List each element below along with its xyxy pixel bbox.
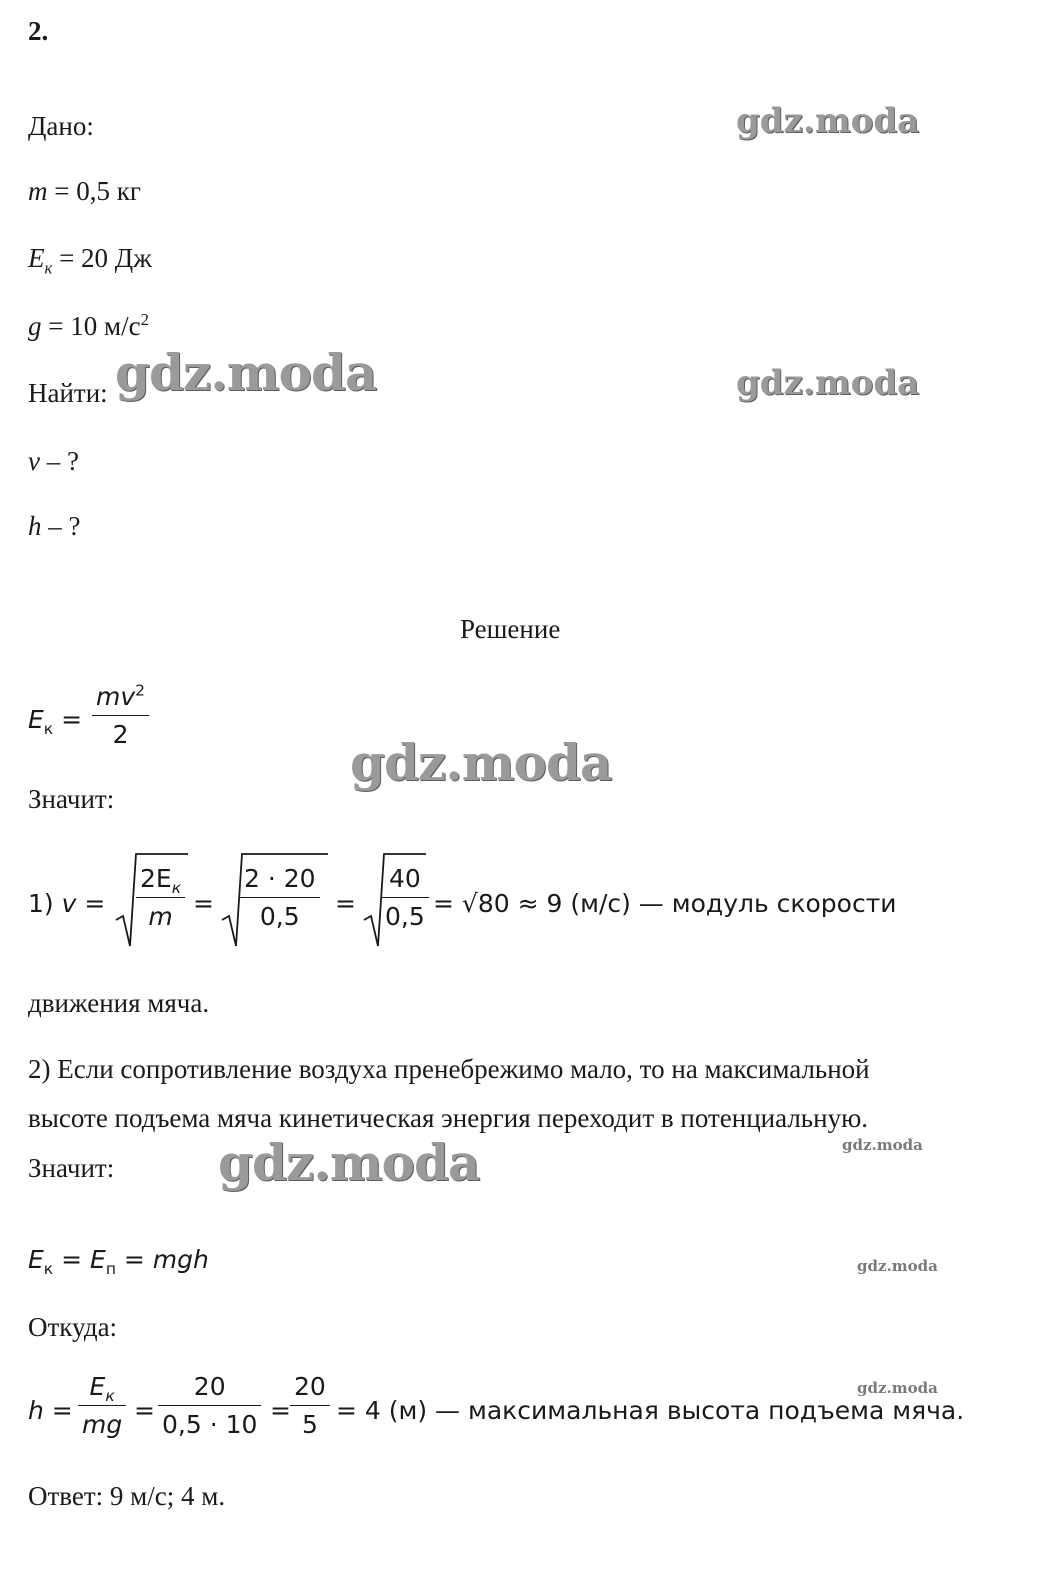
formula1-denominator: 2: [92, 715, 149, 749]
formula1-numerator: mv: [96, 682, 136, 711]
mass-symbol: m: [28, 176, 48, 206]
find-h: [28, 513, 80, 540]
step1-equals-2: =: [193, 889, 214, 918]
given-energy: [28, 243, 152, 278]
h-symbol: h: [28, 511, 42, 541]
h-f2-den: 0,5 · 10: [158, 1405, 261, 1439]
step1-fraction-1: [136, 864, 185, 931]
formula1-numerator-sup: 2: [135, 681, 146, 700]
step1-f1-den: m: [136, 897, 185, 931]
step1-continuation: движения мяча.: [28, 988, 210, 1018]
h-fraction-1: [78, 1372, 126, 1439]
h-formula-equals: =: [43, 1396, 73, 1425]
energy-value: = 20 Дж: [52, 243, 152, 273]
h-f1-num: E: [89, 1372, 106, 1401]
step1-f1-num: 2E: [140, 864, 172, 893]
formula1-equals: =: [53, 705, 83, 734]
formula1-lhs-subscript: к: [43, 720, 54, 738]
given-heading: Дано:: [28, 111, 94, 141]
energy-eq-a: E: [28, 1245, 44, 1274]
step1-result: = √80 ≈ 9 (м/с) — модуль скорости: [433, 889, 897, 918]
step1-var: v: [61, 889, 77, 918]
h-f1-den: mg: [78, 1405, 126, 1439]
step2-line-1: 2) Если сопротивление воздуха пренебрежимо мало, то на максимальной: [28, 1054, 870, 1084]
energy-subscript: к: [44, 258, 53, 278]
watermark: gdz.moda: [115, 343, 377, 402]
problem-number: 2.: [28, 16, 49, 46]
watermark: gdz.moda: [218, 1133, 480, 1192]
formula1-lhs-symbol: E: [28, 705, 44, 734]
watermark: gdz.moda: [736, 101, 920, 141]
step1-equals-3: =: [335, 889, 356, 918]
step1-number: 1): [28, 889, 62, 918]
h-fraction-2: [158, 1372, 261, 1439]
h-fraction-3: [290, 1372, 330, 1439]
given-gravity: [28, 310, 149, 341]
solution-heading: Решение: [460, 614, 561, 644]
find-heading: Найти:: [28, 378, 108, 408]
watermark: gdz.moda: [857, 1379, 938, 1397]
step1-f1-num-sub: к: [171, 879, 182, 897]
gravity-symbol: g: [28, 311, 42, 341]
gravity-superscript: 2: [140, 310, 149, 329]
h-equals-2: =: [134, 1396, 155, 1425]
watermark: gdz.moda: [857, 1257, 938, 1275]
h-formula-var: h: [28, 1396, 44, 1425]
kinetic-energy-fraction: [92, 682, 149, 749]
h-equals-3: =: [270, 1396, 291, 1425]
energy-symbol: E: [28, 243, 45, 273]
step1-fraction-2: [240, 864, 320, 931]
watermark: gdz.moda: [350, 733, 612, 792]
step2-line-2: высоте подъема мяча кинетическая энергия переходит в потенциальную.: [28, 1103, 868, 1133]
h-question: – ?: [41, 511, 81, 541]
watermark: gdz.moda: [842, 1136, 923, 1154]
step1-fraction-3: [381, 864, 429, 931]
answer: Ответ: 9 м/с; 4 м.: [28, 1481, 226, 1511]
h-f3-num: 20: [294, 1372, 326, 1401]
energy-eq-b-sub: п: [105, 1260, 116, 1278]
h-result: = 4 (м) — максимальная высота подъема мяча.: [336, 1396, 965, 1425]
h-formula-lhs: [28, 1398, 73, 1423]
energy-eq-a-sub: к: [43, 1260, 54, 1278]
step1-f3-num: 40: [388, 864, 421, 893]
step1-equals: =: [76, 889, 106, 918]
h-f2-num: 20: [193, 1372, 226, 1401]
step1-f3-den: 0,5: [381, 897, 429, 931]
v-symbol: v: [28, 446, 40, 476]
mass-value: = 0,5 кг: [47, 176, 141, 206]
energy-equation: [28, 1245, 209, 1278]
therefore-2: Значит:: [28, 1153, 115, 1183]
v-question: – ?: [39, 446, 79, 476]
step1-f2-den: 0,5: [240, 897, 320, 931]
watermark: gdz.moda: [736, 363, 920, 403]
find-v: [28, 448, 79, 475]
energy-eq-c: = mgh: [115, 1245, 209, 1274]
given-mass: [28, 178, 141, 205]
energy-eq-b: = E: [53, 1245, 106, 1274]
step1-prefix: [28, 891, 105, 916]
kinetic-energy-lhs: [28, 705, 83, 738]
h-f3-den: 5: [290, 1405, 330, 1439]
whence: Откуда:: [28, 1312, 118, 1342]
step1-f2-num: 2 · 20: [244, 864, 316, 893]
gravity-value: = 10 м/с: [41, 311, 141, 341]
therefore-1: Значит:: [28, 784, 115, 814]
h-f1-num-sub: к: [105, 1387, 115, 1405]
